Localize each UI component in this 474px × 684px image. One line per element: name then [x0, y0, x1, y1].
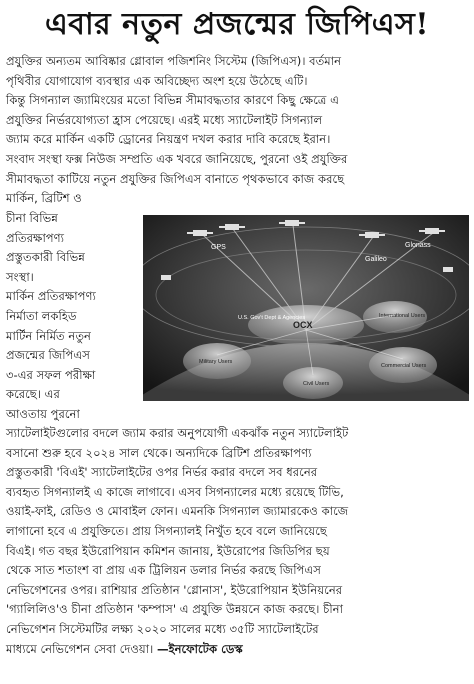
civil-users-label: Civil Users [303, 381, 330, 387]
body-line: ওয়াই-ফাই, রেডিও ও মোবাইল ফোন। এমনকি সিগন্যাল জ্যামারকেও কাজে [6, 504, 349, 519]
body-line: বসানো শুরু হবে ২০২৪ সাল থেকে। অন্যদিকে ব্রিটিশ প্রতিরক্ষাপণ্য [6, 445, 312, 460]
commercial-users-label: Commercial Users [381, 363, 427, 369]
body-line: নেভিগেশন সিস্টেমটির লক্ষ্য ২০২০ সালের মধ্যে ৩৫টি স্যাটেলাইটের [6, 621, 319, 636]
side-line: ৩-এর সফল পরীক্ষা [6, 367, 96, 382]
body-line: লাগানো হবে এ প্রযুক্তিতে। প্রায় সিগন্যালই নিখুঁত হবে বলে জানিয়েছে [6, 523, 327, 538]
body-line: নেভিগেশনের ওপর। রাশিয়ার প্রতিষ্ঠান 'গ্লোনাস', ইউরোপিয়ান ইউনিয়নের [6, 582, 343, 597]
galileo-label: Galileo [365, 256, 387, 263]
side-line: প্রস্তুতকারী বিভিন্ন [6, 250, 85, 265]
side-line: চীনা বিভিন্ন [6, 211, 58, 225]
intro-line: জ্যাম করে মার্কিন একটি ড্রোনের নিয়ন্ত্রণ দখল করার দাবি করেছে ইরান। [6, 132, 331, 147]
intro-paragraph [6, 52, 468, 209]
side-line: করেছে। এর [6, 387, 60, 402]
body-line: বিএই। গত বছর ইউরোপিয়ান কমিশন জানায়, ইউরোপের জিডিপির ছয় [6, 543, 330, 558]
body-line: প্রস্তুতকারী 'বিএই' স্যাটেলাইটের ওপর নির্ভর করার বদলে সব ধরনের [6, 465, 318, 480]
article-headline: এবার নতুন প্রজন্মের জিপিএস! [44, 6, 430, 42]
closing-line [6, 640, 468, 660]
body-line: স্যাটেলাইটগুলোর বদলে জ্যাম করার অনুপযোগী একঝাঁক নতুন স্যাটেলাইট [6, 426, 349, 440]
ocx-label: OCX [293, 320, 313, 330]
intro-line: কিন্তু সিগন্যাল জ্যামিংয়ের মতো বিভিন্ন সীমাবদ্ধতার কারণে কিছু ক্ষেত্রে এ [6, 93, 339, 108]
last-body-line: মাধ্যমে নেভিগেশন সেবা দেওয়া। [6, 641, 154, 656]
glonass-label: Glonass [405, 242, 431, 249]
side-line: সংস্থা। [6, 269, 34, 284]
us-gov-label: U.S. Gov't Dept & Agencies [238, 315, 306, 321]
body-paragraph [6, 424, 468, 659]
gps-network-illustration [143, 215, 469, 401]
body-line: ব্যবহৃত সিগন্যালই এ কাজে লাগাবে। এসব সিগন্যালের মধ্যে রয়েছে টিভি, [6, 484, 344, 499]
side-line: প্রজন্মের জিপিএস [6, 348, 90, 363]
gps-label: GPS [211, 244, 226, 251]
side-line: প্রতিরক্ষাপণ্য [6, 230, 65, 245]
international-users-label: International Users [379, 313, 426, 319]
side-line: নির্মাতা লকহিড [6, 308, 77, 323]
side-line: আওতায় পুরনো [6, 407, 80, 421]
military-users-label: Military Users [199, 359, 233, 365]
intro-line: প্রযুক্তির নির্ভরযোগ্যতা হ্রাস পেয়েছে। এরই মধ্যে স্যাটেলাইট সিগন্যাল [6, 112, 323, 127]
side-line: মার্টিন নির্মিত নতুন [6, 328, 91, 343]
byline: —ইনফোটেক ডেস্ক [156, 641, 243, 656]
side-column-tail [6, 405, 206, 425]
intro-line: মার্কিন, ব্রিটিশ ও [6, 191, 82, 206]
side-column [6, 209, 142, 405]
intro-line: সীমাবদ্ধতা কাটিয়ে নতুন প্রযুক্তির জিপিএস বানাতে পৃথকভাবে কাজ করছে [6, 171, 345, 186]
side-line: মার্কিন প্রতিরক্ষাপণ্য [6, 289, 96, 304]
intro-line: পৃথিবীর যোগাযোগ ব্যবস্থার এক অবিচ্ছেদ্য অংশ হয়ে উঠেছে এটি। [6, 73, 308, 88]
intro-line: প্রযুক্তির অন্যতম আবিষ্কার গ্লোবাল পজিশনিং সিস্টেম (জিপিএস)। বর্তমান [6, 54, 342, 68]
body-line: 'গ্যালিলিও'ও চীনা প্রতিষ্ঠান 'কম্পাস' এ প্রযুক্তি উন্নয়নে কাজ করছে। চীনা [6, 602, 343, 617]
intro-line: সংবাদ সংস্থা ফক্স নিউজ সম্প্রতি এক খবরে জানিয়েছে, পুরনো ওই প্রযুক্তির [6, 151, 348, 166]
body-line: থেকে সাত শতাংশ বা প্রায় এক ট্রিলিয়ন ডলার নির্ভর করছে জিপিএস [6, 563, 321, 578]
